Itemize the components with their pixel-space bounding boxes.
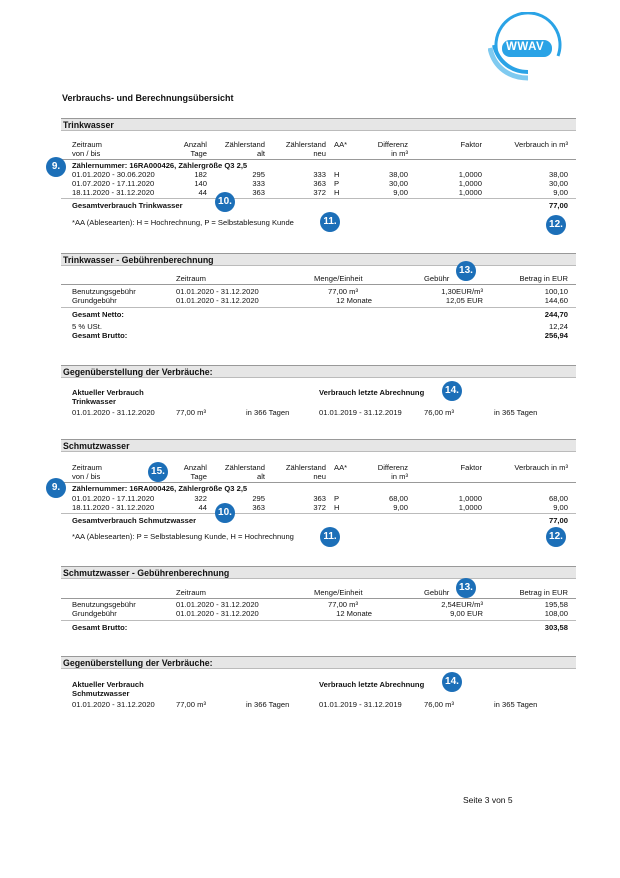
section-header-comparison-1: Gegenüberstellung der Verbräuche: xyxy=(61,365,576,378)
row-usage: 9,00 xyxy=(553,503,568,512)
row-period: 01.01.2020 - 30.06.2020 xyxy=(72,170,155,179)
row-diff: 30,00 xyxy=(388,179,408,188)
page-title: Verbrauchs- und Berechnungsübersicht xyxy=(62,93,234,103)
fee-label: Grundgebühr xyxy=(72,296,117,305)
col-zaehlerstand-neu: Zählerstand xyxy=(285,140,326,149)
col-zaehlerstand-alt: Zählerstand xyxy=(224,140,265,149)
last-label: Verbrauch letzte Abrechnung xyxy=(319,388,425,397)
col-zeitraum: Zeitraum xyxy=(72,463,102,472)
meter-number: Zählernummer: 16RA000426, Zählergröße Q3 2,5 xyxy=(72,484,248,493)
row-usage: 9,00 xyxy=(553,188,568,197)
fee-amount: 108,00 xyxy=(544,609,568,618)
col-anzahl: Anzahl xyxy=(183,140,207,149)
ust-value: 12,24 xyxy=(548,322,568,331)
netto-label: Gesamt Netto: xyxy=(72,310,124,319)
badge-12: 12. xyxy=(546,215,566,235)
divider xyxy=(61,198,576,199)
col-zeitraum: Zeitraum xyxy=(176,588,206,597)
row-period: 18.11.2020 - 31.12.2020 xyxy=(72,188,155,197)
row-days: 322 xyxy=(194,494,207,503)
aa-note: *AA (Ablesearten): P = Selbstablesung Kunde, H = Hochrechnung xyxy=(72,532,294,541)
fee-qty: 77,00 m³ xyxy=(328,600,358,609)
current-period: 01.01.2020 - 31.12.2020 xyxy=(72,408,155,417)
fee-period: 01.01.2020 - 31.12.2020 xyxy=(176,600,259,609)
col-neu: neu xyxy=(313,149,326,158)
current-qty: 77,00 m³ xyxy=(176,408,206,417)
current-days: in 366 Tagen xyxy=(246,700,290,709)
col-tage: Tage xyxy=(190,472,207,481)
row-new: 372 xyxy=(313,503,326,512)
fee-rate: 12,05 EUR xyxy=(445,296,483,305)
netto-value: 244,70 xyxy=(544,310,568,319)
col-zeitraum: Zeitraum xyxy=(72,140,102,149)
divider xyxy=(61,513,576,514)
fee-label: Benutzungsgebühr xyxy=(72,287,136,296)
section-header-trinkwasser-fees: Trinkwasser - Gebührenberechnung xyxy=(61,253,576,266)
row-aa: H xyxy=(334,170,340,179)
row-usage: 30,00 xyxy=(548,179,568,188)
section-header-comparison-2: Gegenüberstellung der Verbräuche: xyxy=(61,656,576,669)
section-header-schmutzwasser: Schmutzwasser xyxy=(61,439,576,452)
row-usage: 68,00 xyxy=(548,494,568,503)
row-new: 363 xyxy=(313,494,326,503)
col-betrag: Betrag in EUR xyxy=(519,274,568,283)
row-new: 333 xyxy=(313,170,326,179)
row-period: 01.07.2020 - 17.11.2020 xyxy=(72,179,155,188)
total-label: Gesamtverbrauch Schmutzwasser xyxy=(72,516,197,525)
row-diff: 9,00 xyxy=(393,503,408,512)
fee-period: 01.01.2020 - 31.12.2020 xyxy=(176,287,259,296)
fee-period: 01.01.2020 - 31.12.2020 xyxy=(176,296,259,305)
badge-13: 13. xyxy=(456,261,476,281)
row-aa: P xyxy=(334,179,340,188)
brutto-value: 256,94 xyxy=(544,331,568,340)
last-period: 01.01.2019 - 31.12.2019 xyxy=(319,700,402,709)
col-von-bis: von / bis xyxy=(72,149,101,158)
badge-10: 10. xyxy=(215,192,235,212)
row-factor: 1,0000 xyxy=(458,179,482,188)
current-qty: 77,00 m³ xyxy=(176,700,206,709)
row-factor: 1,0000 xyxy=(458,188,482,197)
total-label: Gesamtverbrauch Trinkwasser xyxy=(72,201,183,210)
row-factor: 1,0000 xyxy=(458,494,482,503)
row-old: 363 xyxy=(252,188,265,197)
col-betrag: Betrag in EUR xyxy=(519,588,568,597)
brutto-label: Gesamt Brutto: xyxy=(72,623,128,632)
current-label: Aktueller Verbrauch xyxy=(72,388,144,397)
total-value: 77,00 xyxy=(548,201,568,210)
row-usage: 38,00 xyxy=(548,170,568,179)
badge-14: 14. xyxy=(442,381,462,401)
fee-label: Benutzungsgebühr xyxy=(72,600,136,609)
current-label: Aktueller Verbrauch xyxy=(72,680,144,689)
row-aa: P xyxy=(334,494,340,503)
current-type: Trinkwasser xyxy=(72,397,116,406)
logo-text: WWAV xyxy=(506,41,545,53)
section-header-schmutzwasser-fees: Schmutzwasser - Gebührenberechnung xyxy=(61,566,576,579)
row-days: 140 xyxy=(194,179,207,188)
last-period: 01.01.2019 - 31.12.2019 xyxy=(319,408,402,417)
badge-9: 9. xyxy=(46,478,66,498)
col-von-bis: von / bis xyxy=(72,472,101,481)
ust-label: 5 % USt. xyxy=(72,322,102,331)
col-alt: alt xyxy=(256,149,265,158)
badge-14: 14. xyxy=(442,672,462,692)
badge-10: 10. xyxy=(215,503,235,523)
badge-11: 11. xyxy=(320,212,340,232)
row-aa: H xyxy=(334,503,340,512)
meter-number: Zählernummer: 16RA000426, Zählergröße Q3 2,5 xyxy=(72,161,248,170)
divider xyxy=(61,598,576,599)
col-differenz: Differenz xyxy=(377,140,408,149)
col-faktor: Faktor xyxy=(460,463,482,472)
col-menge: Menge/Einheit xyxy=(314,588,363,597)
col-zaehlerstand-alt: Zählerstand xyxy=(224,463,265,472)
badge-12: 12. xyxy=(546,527,566,547)
row-days: 182 xyxy=(194,170,207,179)
current-period: 01.01.2020 - 31.12.2020 xyxy=(72,700,155,709)
divider xyxy=(61,482,576,483)
col-differenz: Differenz xyxy=(377,463,408,472)
aa-note: *AA (Ablesearten): H = Hochrechnung, P = Selbstablesung Kunde xyxy=(72,218,294,227)
divider xyxy=(61,620,576,621)
last-days: in 365 Tagen xyxy=(494,700,538,709)
col-verbrauch: Verbrauch in m³ xyxy=(514,140,568,149)
row-diff: 9,00 xyxy=(393,188,408,197)
row-diff: 38,00 xyxy=(388,170,408,179)
col-in-m3: in m³ xyxy=(391,472,408,481)
row-period: 18.11.2020 - 31.12.2020 xyxy=(72,503,155,512)
badge-9: 9. xyxy=(46,157,66,177)
fee-label: Grundgebühr xyxy=(72,609,117,618)
last-qty: 76,00 m³ xyxy=(424,700,454,709)
fee-period: 01.01.2020 - 31.12.2020 xyxy=(176,609,259,618)
fee-amount: 144,60 xyxy=(544,296,568,305)
col-gebuehr: Gebühr xyxy=(424,274,450,283)
row-aa: H xyxy=(334,188,340,197)
col-aa: AA* xyxy=(334,463,348,472)
current-type: Schmutzwasser xyxy=(72,689,130,698)
col-menge: Menge/Einheit xyxy=(314,274,363,283)
fee-rate: 1,30EUR/m³ xyxy=(441,287,483,296)
badge-15: 15. xyxy=(148,462,168,482)
col-tage: Tage xyxy=(190,149,207,158)
wwav-logo xyxy=(488,12,570,82)
row-old: 295 xyxy=(252,494,265,503)
row-days: 44 xyxy=(198,503,207,512)
last-qty: 76,00 m³ xyxy=(424,408,454,417)
fee-rate: 2,54EUR/m³ xyxy=(441,600,483,609)
last-days: in 365 Tagen xyxy=(494,408,538,417)
row-new: 372 xyxy=(313,188,326,197)
row-days: 44 xyxy=(198,188,207,197)
row-old: 333 xyxy=(252,179,265,188)
brutto-label: Gesamt Brutto: xyxy=(72,331,128,340)
section-header-trinkwasser: Trinkwasser xyxy=(61,118,576,131)
fee-amount: 195,58 xyxy=(544,600,568,609)
col-neu: neu xyxy=(313,472,326,481)
divider xyxy=(61,307,576,308)
badge-11: 11. xyxy=(320,527,340,547)
last-label: Verbrauch letzte Abrechnung xyxy=(319,680,425,689)
col-faktor: Faktor xyxy=(460,140,482,149)
divider xyxy=(61,159,576,160)
badge-13: 13. xyxy=(456,578,476,598)
row-factor: 1,0000 xyxy=(458,503,482,512)
row-new: 363 xyxy=(313,179,326,188)
col-anzahl: Anzahl xyxy=(183,463,207,472)
row-factor: 1,0000 xyxy=(458,170,482,179)
col-alt: alt xyxy=(256,472,265,481)
row-old: 363 xyxy=(252,503,265,512)
fee-qty: 12 Monate xyxy=(336,296,372,305)
current-days: in 366 Tagen xyxy=(246,408,290,417)
fee-rate: 9,00 EUR xyxy=(450,609,483,618)
col-zeitraum: Zeitraum xyxy=(176,274,206,283)
fee-qty: 12 Monate xyxy=(336,609,372,618)
col-aa: AA* xyxy=(334,140,348,149)
col-verbrauch: Verbrauch in m³ xyxy=(514,463,568,472)
page-number: Seite 3 von 5 xyxy=(463,795,513,805)
col-in-m3: in m³ xyxy=(391,149,408,158)
total-value: 77,00 xyxy=(548,516,568,525)
row-old: 295 xyxy=(252,170,265,179)
fee-qty: 77,00 m³ xyxy=(328,287,358,296)
col-zaehlerstand-neu: Zählerstand xyxy=(285,463,326,472)
row-period: 01.01.2020 - 17.11.2020 xyxy=(72,494,155,503)
row-diff: 68,00 xyxy=(388,494,408,503)
brutto-value: 303,58 xyxy=(544,623,568,632)
col-gebuehr: Gebühr xyxy=(424,588,450,597)
fee-amount: 100,10 xyxy=(544,287,568,296)
divider xyxy=(61,284,576,285)
